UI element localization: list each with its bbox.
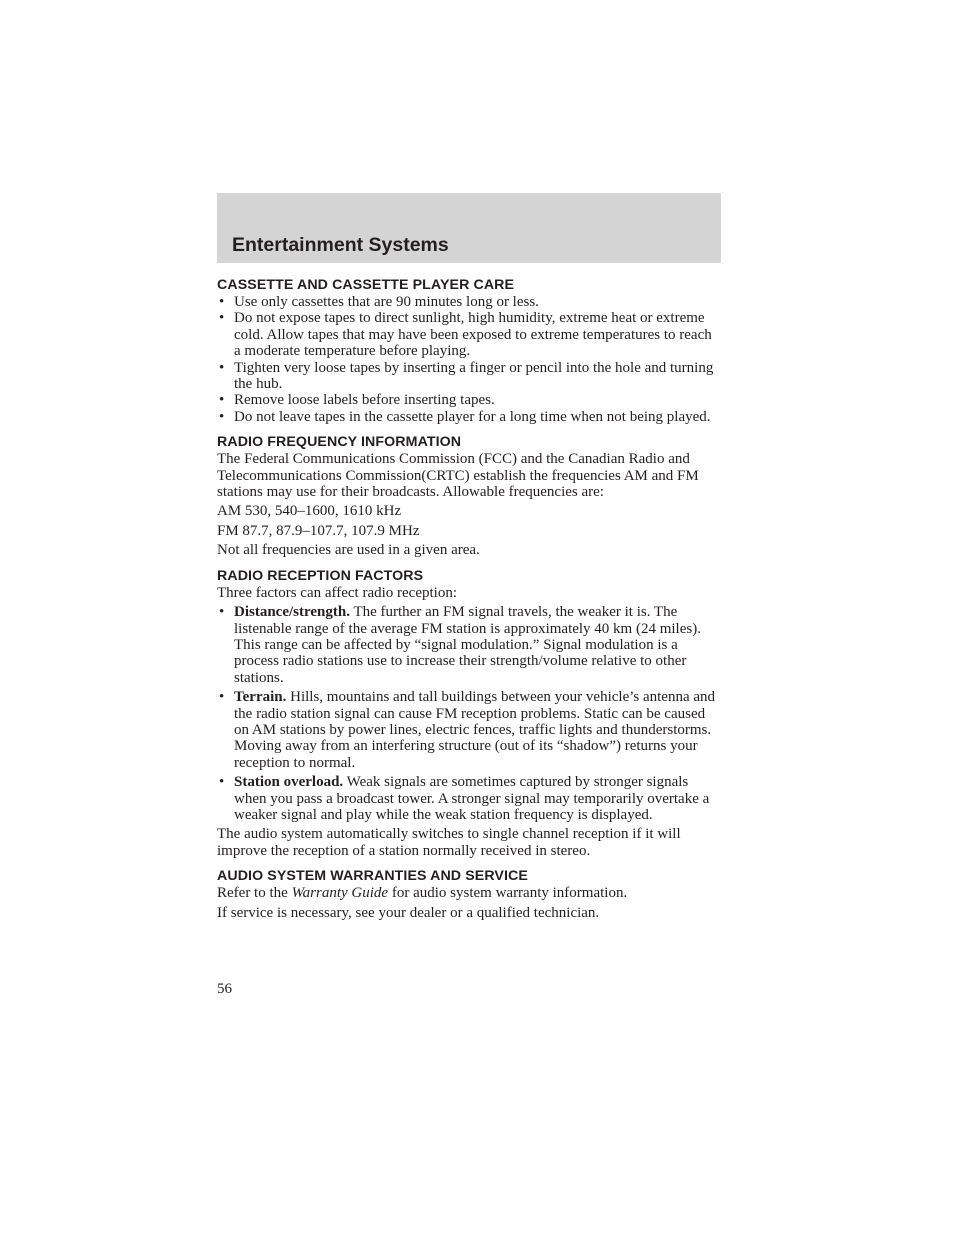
cassette-care-heading: CASSETTE AND CASSETTE PLAYER CARE bbox=[217, 277, 515, 293]
warranty-heading: AUDIO SYSTEM WARRANTIES AND SERVICE bbox=[217, 868, 528, 885]
list-item: • Remove loose labels before inserting tapes. bbox=[219, 392, 495, 409]
factor-term: Terrain. bbox=[234, 689, 287, 706]
page-content bbox=[217, 276, 722, 921]
reception-factors-heading: RADIO RECEPTION FACTORS bbox=[217, 567, 424, 584]
radio-frequency-heading: RADIO FREQUENCY INFORMATION bbox=[217, 434, 462, 451]
list-item bbox=[217, 604, 722, 686]
page-number: 56 bbox=[217, 981, 232, 997]
radio-frequency-intro: The Federal Communications Commission (FCC) and the Canadian Radio and Telecommunications Commission(CRTC) establish the frequencies AM and FM stations may use for their broadcasts. Allowable frequencies are: bbox=[217, 451, 699, 501]
warranty-guide-title: Warranty Guide bbox=[291, 885, 389, 902]
factor-term: Distance/strength. bbox=[234, 604, 350, 621]
service-note: If service is necessary, see your dealer or a qualified technician. bbox=[217, 904, 600, 921]
fm-frequencies: FM 87.7, 87.9–107.7, 107.9 MHz bbox=[217, 522, 420, 539]
warranty-reference: Refer to the Warranty Guide for audio system warranty information. bbox=[217, 885, 628, 902]
factor-text: The further an FM signal travels, the weaker it is. The listenable range of the average FM station is approximately 40 km (24 miles). This range can be affected by “signal modulation.” Signal modulation is a process radio stations use to increase their strength/volume relative to other stations. bbox=[234, 604, 701, 686]
list-item: • Do not leave tapes in the cassette player for a long time when not being played. bbox=[219, 408, 711, 425]
bullet-icon: • bbox=[219, 392, 225, 409]
section-title: Entertainment Systems bbox=[232, 234, 449, 256]
factor-text: Hills, mountains and tall buildings between your vehicle’s antenna and the radio station signal can cause FM reception problems. Static can be caused on AM stations by power lines, electric fences, traffic lights and thunderstorms. Moving away from an interfering structure (out of its “shadow”) returns your reception to normal. bbox=[234, 689, 716, 771]
reception-intro: Three factors can affect radio reception: bbox=[217, 584, 457, 601]
bullet-icon: • bbox=[219, 359, 225, 376]
list-item bbox=[217, 689, 722, 771]
bullet-icon: • bbox=[219, 689, 225, 706]
bullet-icon: • bbox=[219, 408, 225, 425]
list-item bbox=[217, 774, 722, 823]
list-item: • Tighten very loose tapes by inserting a finger or pencil into the hole and turning the hub. bbox=[219, 359, 714, 393]
list-item: • Use only cassettes that are 90 minutes long or less. bbox=[219, 294, 539, 310]
reception-factors-list bbox=[217, 604, 722, 823]
frequency-note: Not all frequencies are used in a given area. bbox=[217, 542, 480, 559]
bullet-icon: • bbox=[219, 774, 225, 791]
section-header-band bbox=[217, 193, 721, 263]
bullet-icon: • bbox=[219, 310, 225, 327]
factor-text: Weak signals are sometimes captured by stronger signals when you pass a broadcast tower. A stronger signal may temporarily overtake a weaker signal and play while the weak station frequency is displayed. bbox=[234, 774, 710, 823]
reception-closing: The audio system automatically switches to single channel reception if it will improve the reception of a station normally received in stereo. bbox=[217, 826, 681, 859]
bullet-icon: • bbox=[219, 604, 225, 621]
factor-term: Station overload. bbox=[234, 774, 344, 791]
list-item: • Do not expose tapes to direct sunlight, high humidity, extreme heat or extreme cold. Allow tapes that may have been exposed to extreme temperatures to reach a moderate temperature before playing. bbox=[219, 310, 712, 360]
am-frequencies: AM 530, 540–1600, 1610 kHz bbox=[217, 503, 402, 520]
cassette-care-list bbox=[217, 294, 722, 425]
bullet-icon: • bbox=[219, 294, 225, 310]
